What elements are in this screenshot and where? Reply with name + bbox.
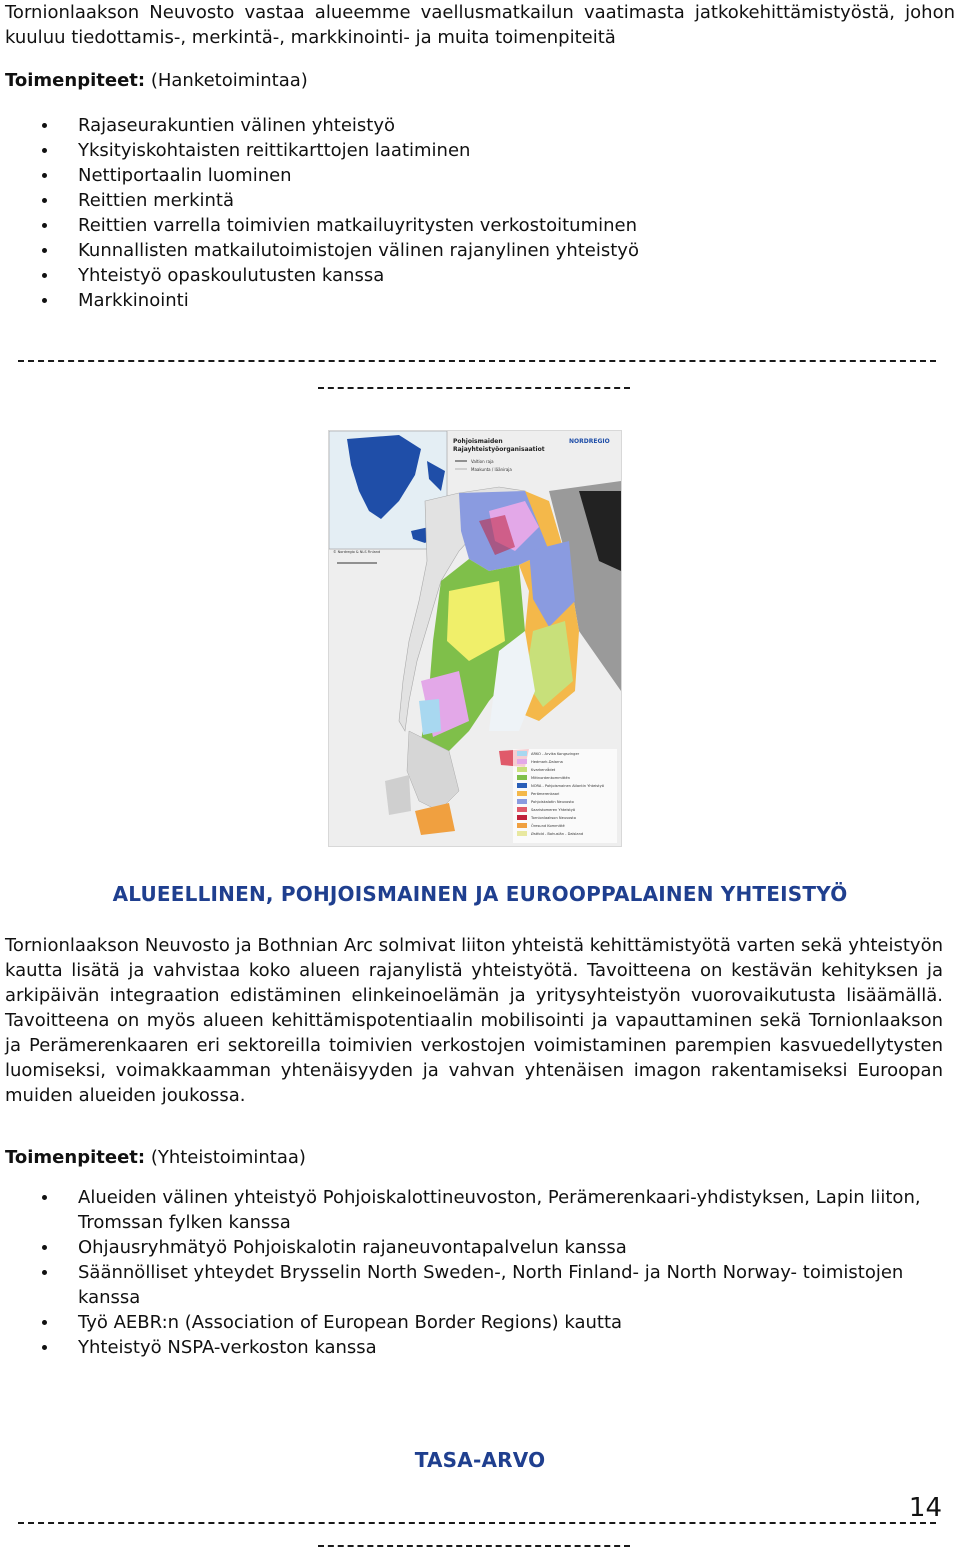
actions-heading-2 [5,1145,306,1170]
actions-label: Toimenpiteet: [5,1147,146,1168]
list-item: Työ AEBR:n (Association of European Border Regions) kautta [0,1310,948,1335]
legend-swatch [517,767,527,772]
separator-rule [18,1522,936,1524]
legend-label: Mittnordenkommittén [531,776,571,780]
page-number: 14 [908,1493,942,1523]
legend-label: Kvarkenrådet [531,768,556,772]
list-item: Reittien varrella toimivien matkailuyritysten verkostoituminen [0,213,948,238]
map-title: Pohjoismaiden [453,438,503,445]
actions-list-1 [0,113,948,313]
legend-label: Valtion raja [471,459,494,464]
map-title: Rajayhteistyöorganisaatiot [453,446,545,453]
list-item: Nettiportaalin luominen [0,163,948,188]
legend-label: Saaristomeren Yhteistyö [531,808,576,812]
list-item: Säännölliset yhteydet Brysselin North Sweden-, North Finland- ja North Norway- toimistojen kanssa [0,1260,948,1310]
list-item: Rajaseurakuntien välinen yhteistyö [0,113,948,138]
footer-title: TASA-ARVO [414,1448,546,1472]
actions-label: Toimenpiteet: [5,70,146,91]
legend-swatch [517,759,527,764]
legend-swatch [517,775,527,780]
legend-swatch [517,783,527,788]
legend-label: Perämerenkaari [531,792,560,796]
map-credit: © Nordregio & NLS Finland [333,550,381,554]
list-item: Reittien merkintä [0,188,948,213]
list-item: Ohjausryhmätyö Pohjoiskalotin rajaneuvontapalvelun kanssa [0,1235,948,1260]
section-title: ALUEELLINEN, POHJOISMAINEN JA EUROOPPALAINEN YHTEISTYÖ [112,882,848,906]
legend-label: Østfold - Bohuslän - Dalsland [531,832,584,836]
actions-list-2 [0,1185,948,1360]
list-item: Kunnallisten matkailutoimistojen välinen rajanylinen yhteistyö [0,238,948,263]
legend-label: ARKO - Arvika Kongsvinger [531,752,580,756]
legend-label: Hedmark-Dalarna [531,760,563,764]
separator-rule [18,360,936,362]
list-item: Yhteistyö opaskoulutusten kanssa [0,263,948,288]
legend-label: Tornionlaakson Neuvosto [531,816,576,820]
legend-swatch [517,751,527,756]
nordic-cooperation-map [328,430,622,847]
legend-label: NORA - Pohjoismainen Atlantin Yhteistyö [531,784,604,788]
map-logo: NORDREGIO [569,438,610,445]
legend-label: Maakunta / lääniraja [471,467,512,472]
legend-label: Öresund Kommitté [531,824,565,828]
actions-heading-1 [5,68,308,93]
intro-paragraph: Tornionlaakson Neuvosto vastaa alueemme vaellusmatkailun vaatimasta jatkokehittämistyöstä, johon kuuluu tiedottamis-, merkintä-, markkinointi- ja muita toimenpiteitä [5,2,955,48]
map-legend [513,749,617,843]
legend-swatch [517,831,527,836]
list-item: Alueiden välinen yhteistyö Pohjoiskalottineuvoston, Perämerenkaari-yhdistyksen, Lapin liiton, Tromssan fylken kanssa [0,1185,948,1235]
body-paragraph: Tornionlaakson Neuvosto ja Bothnian Arc solmivat liiton yhteistä kehittämistyötä varten sekä yhteistyön kautta lisätä ja vahvistaa koko alueen rajanylistä yhteistyötä. Tavoitteena on kestävän kehityksen ja arkipäivän integraation edistäminen elinkeinoelämän ja yritysyhteistyön vuorovaikutusta lisäämällä. Tavoitteena on myös alueen kehittämispotentiaalin mobilisointi ja vapauttaminen sekä Tornionlaakson ja Perämerenkaaren eri sektoreilla toimivien verkostojen voimistaminen parempien kasvuedellytysten luomiseksi, voimakkaamman yhtenäisyyden ja vahvan yhtenäisen imagon rakentamiseksi Euroopan muiden alueiden joukossa. [5,935,943,1106]
separator-rule [318,1545,630,1547]
legend-label: Pohjoiskalotin Neuvosto [531,800,574,804]
list-item: Markkinointi [0,288,948,313]
separator-rule [318,387,630,389]
list-item: Yhteistyö NSPA-verkoston kanssa [0,1335,948,1360]
legend-swatch [517,807,527,812]
list-item: Yksityiskohtaisten reittikarttojen laatiminen [0,138,948,163]
legend-swatch [517,823,527,828]
legend-swatch [517,799,527,804]
actions-suffix: (Hanketoimintaa) [145,70,308,91]
actions-suffix: (Yhteistoimintaa) [145,1147,306,1168]
map-image [329,431,621,846]
legend-swatch [517,791,527,796]
legend-swatch [517,815,527,820]
